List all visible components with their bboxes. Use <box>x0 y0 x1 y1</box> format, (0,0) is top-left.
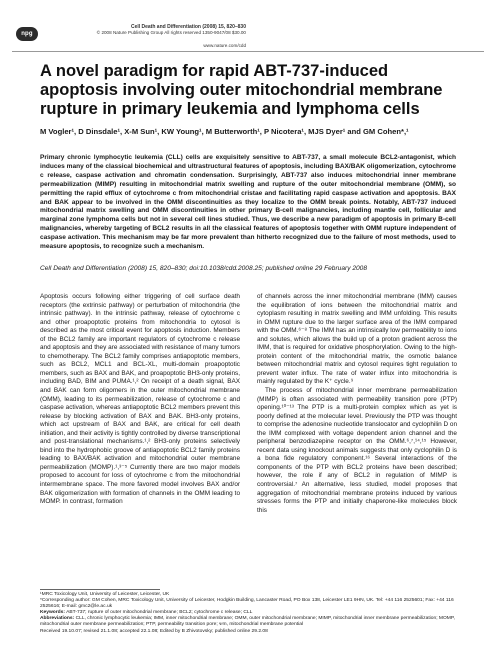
abbreviations-note <box>40 616 460 628</box>
received-note: Received 19.10.07; revised 21.1.08; accepted 22.1.08; Edited by B Zhivotovsky; published online 29.2.08 <box>40 628 268 634</box>
footnote-divider <box>40 589 160 590</box>
body-paragraph: of channels across the inner mitochondrial membrane (IMM) causes the equilibration of ions between the mitochondrial matrix and cytoplasm resulting in matrix swelling and IMM unfolding. This results in OMM rupture due to the larger surface area of the IMM compared with the OMM.⁶⁻⁸ The IMM has an intrinsically low permeability to ions and solutes, which allows the build up of a proton gradient across the IMM, that is required for oxidative phosphorylation. Owing to the high-protein content of the mitochondrial matrix, the osmotic balance between mitochondrial matrix and cytosol requires tight regulation to prevent water influx. The rate of water influx into mitochondria is mainly regulated by the K⁺ cycle.⁹ <box>257 293 457 386</box>
keywords-label: Keywords: <box>40 610 66 616</box>
body-paragraph: Apoptosis occurs following either triggering of cell surface death receptors (the extrinsic pathway) or perturbation of mitochondria (the intrinsic pathway). In the intrinsic pathway, release of cytochrome c and other proapoptotic proteins from mitochondria to cytosol is described as the most critical event for apoptosis induction. Members of the BCL2 family are important regulators of cytochrome c release and apoptosis and they are associated with resistance of many tumors to chemotherapy. The BCL2 family comprises antiapoptotic members, such as BCL2, MCL1 and BCL-XL, multi-domain proapoptotic members, such as BAX and BAK, and proapoptotic BH3-only proteins, including BAD, BIM and PUMA.¹,² On receipt of a death signal, BAX and BAK can form oligomers in the outer mitochondrial membrane (OMM), leading to its permeabilization, release of cytochrome c and caspase activation, whereas antiapoptotic BCL2 members prevent this release by blocking activation of BAX and BAK. BH3-only proteins, which act upstream of BAX and BAK, are critical for cell death initiation, and their activity is tightly controlled by diverse transcriptional and post-translational mechanisms.¹,² BH3-only proteins selectively bind into the hydrophobic groove of antiapoptotic BCL2 family proteins leading to BAX/BAK activation and mitochondrial outer membrane permeabilization (MOMP).¹,³⁻⁵ Currently there are two major models proposed to account for loss of cytochrome c from the mitochondrial intermembrane space. The more favored model involves BAX and/or BAK oligomerization with formation of channels in the OMM leading to MOMP. In contrast, formation <box>40 293 240 506</box>
abbreviations-text: CLL, chronic lymphocytic leukemia; IMM, inner mitochondrial membrane; OMM, outer mitochondrial membrane; MIMP, mitochondrial inner membrane permeabilization; MOMP, mitochondrial outer membrane permeabilization; PTP, permeability transition pore; ᴪm, mitochondrial membrane potential <box>40 616 455 628</box>
citation-line: Cell Death and Differentiation (2008) 15, 820–830; doi:10.1038/cdd.2008.25; published online 29 February 2008 <box>40 265 367 272</box>
header-divider <box>12 51 484 52</box>
author-list: M Vogler¹, D Dinsdale¹, X-M Sun¹, KW Young¹, M Butterworth¹, P Nicotera¹, MJS Dyer¹ and GM Cohen*,¹ <box>40 127 409 136</box>
journal-url[interactable]: www.nature.com/cdd <box>203 43 246 48</box>
affiliation-note: ¹MRC Toxicology Unit, University of Leicester, Leicester, UK <box>40 592 170 597</box>
copyright-line: © 2008 Nature Publishing Group All rights reserved 1350-9047/08 $30.00 <box>96 30 246 35</box>
body-paragraph: The process of mitochondrial inner membrane permeabilization (MIMP) is often associated with permeability transition pore (PTP) opening.¹⁰⁻¹³ The PTP is a multi-protein complex which as yet is poorly defined at the molecular level. Previously the PTP was thought to comprise the adenosine nucleotide translocator and cyclophilin D on the IMM complexed with voltage dependent anion channel and the peripheral benzodiazepine receptor on the OMM.⁶,⁷,¹⁴,¹⁵ However, recent data using knockout animals suggests that only cyclophilin D is a bona fide regulatory component.¹⁶ Several interactions of the components of the PTP with BCL2 proteins have been described; however, the role if any of BCL2 in regulation of MIMP is controversial.⁷ An alternative, less studied, model proposes that aggregation of mitochondrial membrane proteins induced by various stresses forms the PTP and initially chaperone-like molecules block this <box>257 387 458 514</box>
body-column-right <box>257 293 457 515</box>
abstract: Primary chronic lymphocytic leukemia (CLL) cells are exquisitely sensitive to ABT-737, a small molecule BCL2-antagonist, which induces many of the classical biochemical and ultrastructural features of apoptosis, including BAX/BAK oligomerization, cytochrome c release, caspase activation and chromatin condensation. Surprisingly, ABT-737 also induces mitochondrial inner membrane permeabilization (MIMP) resulting in mitochondrial matrix swelling and rupture of the outer mitochondrial membrane (OMM), so permitting the rapid efflux of cytochrome c from mitochondrial cristae and facilitating rapid caspase activation and apoptosis. BAX and BAK appear to be involved in the OMM discontinuities as they localize to the OMM break points. Notably, ABT-737 induced mitochondrial matrix swelling and OMM discontinuities in other primary B-cell malignancies, including mantle cell, follicular and marginal zone lymphoma cells but not in several cell lines studied. Thus, we describe a new paradigm of apoptosis in primary B-cell malignancies, whereby targeting of BCL2 results in all the classical features of apoptosis together with OMM rupture independent of caspase activation. This mechanism may be far more prevalent than hitherto recognized due to the failure of most methods, used to measure apoptosis, to recognize such a mechanism. <box>40 154 456 251</box>
abbreviations-label: Abbreviations: <box>40 616 75 622</box>
correspondence-note: *Corresponding author: GM Cohen, MRC Toxicology Unit, University of Leicester, Hodgkin Building, Lancaster Road, PO Box 138, Leicester LE1 9HN, UK. Tel: +44 116 2525601; Fax: +44 116 2525616; E-mail: gmc2@le.ac.uk <box>40 598 454 610</box>
body-column-left <box>40 293 240 507</box>
footnotes <box>40 592 460 635</box>
keywords-text: ABT-737; rupture of outer mitochondrial membrane; BCL2; cytochrome c release; CLL <box>66 610 253 616</box>
journal-info <box>97 24 246 36</box>
article-title: A novel paradigm for rapid ABT-737-induced apoptosis involving outer mitochondrial membrane rupture in primary leukemia and lymphoma cells <box>40 62 443 118</box>
page-header <box>0 0 496 52</box>
journal-line: Cell Death and Differentiation (2008) 15, 820–830 <box>130 24 246 30</box>
npg-logo-icon: npg <box>16 27 38 41</box>
